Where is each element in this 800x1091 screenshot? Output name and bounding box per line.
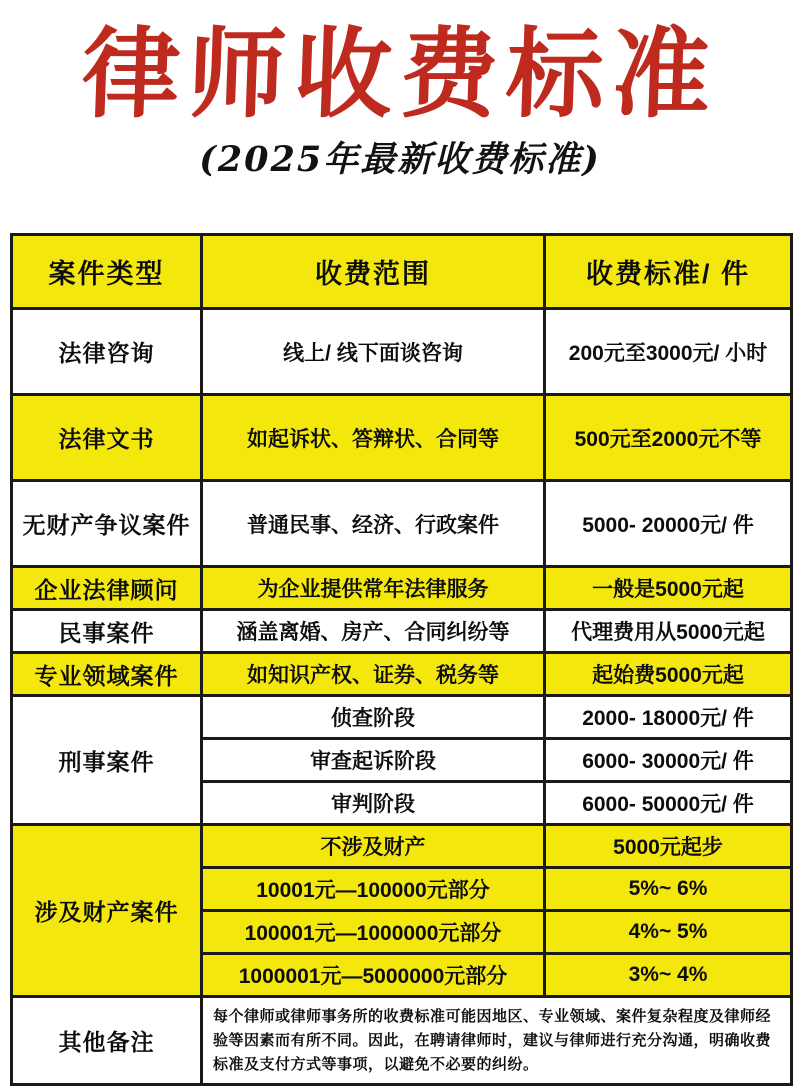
cell-type: 企业法律顾问 bbox=[12, 567, 202, 610]
cell-scope: 不涉及财产 bbox=[202, 825, 545, 868]
cell-type: 民事案件 bbox=[12, 610, 202, 653]
cell-fee: 6000- 50000元/ 件 bbox=[545, 782, 792, 825]
cell-scope: 涵盖离婚、房产、合同纠纷等 bbox=[202, 610, 545, 653]
cell-type: 专业领域案件 bbox=[12, 653, 202, 696]
cell-fee: 5000元起步 bbox=[545, 825, 792, 868]
table-row-non-property bbox=[12, 481, 792, 567]
cell-fee: 200元至3000元/ 小时 bbox=[545, 309, 792, 395]
page-title: 律师收费标准 bbox=[79, 17, 721, 132]
cell-fee: 4%~ 5% bbox=[545, 911, 792, 954]
table-row-civil bbox=[12, 610, 792, 653]
cell-fee: 代理费用从5000元起 bbox=[545, 610, 792, 653]
cell-scope: 如起诉状、答辩状、合同等 bbox=[202, 395, 545, 481]
header-case-type: 案件类型 bbox=[12, 235, 202, 309]
cell-notes-text: 每个律师或律师事务所的收费标准可能因地区、专业领域、案件复杂程度及律师经验等因素而有所不同。因此，在聘请律师时，建议与律师进行充分沟通，明确收费标准及支付方式等事项，以避免不必要的纠纷。 bbox=[202, 997, 792, 1085]
table-row-legal-consult bbox=[12, 309, 792, 395]
table-row-specialized bbox=[12, 653, 792, 696]
table-row-corporate-counsel bbox=[12, 567, 792, 610]
cell-type-notes: 其他备注 bbox=[12, 997, 202, 1085]
cell-type: 无财产争议案件 bbox=[12, 481, 202, 567]
fee-poster bbox=[0, 17, 800, 1091]
cell-fee: 2000- 18000元/ 件 bbox=[545, 696, 792, 739]
cell-type-property: 涉及财产案件 bbox=[12, 825, 202, 997]
table-row-property-tier-1 bbox=[12, 825, 792, 868]
cell-scope: 线上/ 线下面谈咨询 bbox=[202, 309, 545, 395]
cell-scope: 10001元—100000元部分 bbox=[202, 868, 545, 911]
cell-fee: 6000- 30000元/ 件 bbox=[545, 739, 792, 782]
cell-scope: 100001元—1000000元部分 bbox=[202, 911, 545, 954]
cell-fee: 起始费5000元起 bbox=[545, 653, 792, 696]
cell-fee: 5%~ 6% bbox=[545, 868, 792, 911]
cell-scope: 审判阶段 bbox=[202, 782, 545, 825]
cell-fee: 3%~ 4% bbox=[545, 954, 792, 997]
cell-scope: 审查起诉阶段 bbox=[202, 739, 545, 782]
cell-scope: 普通民事、经济、行政案件 bbox=[202, 481, 545, 567]
table-row-criminal-stage-1 bbox=[12, 696, 792, 739]
cell-type: 法律文书 bbox=[12, 395, 202, 481]
cell-scope: 如知识产权、证券、税务等 bbox=[202, 653, 545, 696]
cell-scope: 侦查阶段 bbox=[202, 696, 545, 739]
table-header-row bbox=[12, 235, 792, 309]
header-fee-standard: 收费标准/ 件 bbox=[545, 235, 792, 309]
cell-scope: 1000001元—5000000元部分 bbox=[202, 954, 545, 997]
page-subtitle: (2025年最新收费标准) bbox=[199, 138, 601, 180]
cell-scope: 为企业提供常年法律服务 bbox=[202, 567, 545, 610]
cell-fee: 5000- 20000元/ 件 bbox=[545, 481, 792, 567]
table-row-notes bbox=[12, 997, 792, 1085]
fee-table bbox=[10, 233, 793, 1086]
cell-type: 法律咨询 bbox=[12, 309, 202, 395]
cell-fee: 一般是5000元起 bbox=[545, 567, 792, 610]
cell-fee: 500元至2000元不等 bbox=[545, 395, 792, 481]
table-row-legal-docs bbox=[12, 395, 792, 481]
header-fee-scope: 收费范围 bbox=[202, 235, 545, 309]
cell-type-criminal: 刑事案件 bbox=[12, 696, 202, 825]
